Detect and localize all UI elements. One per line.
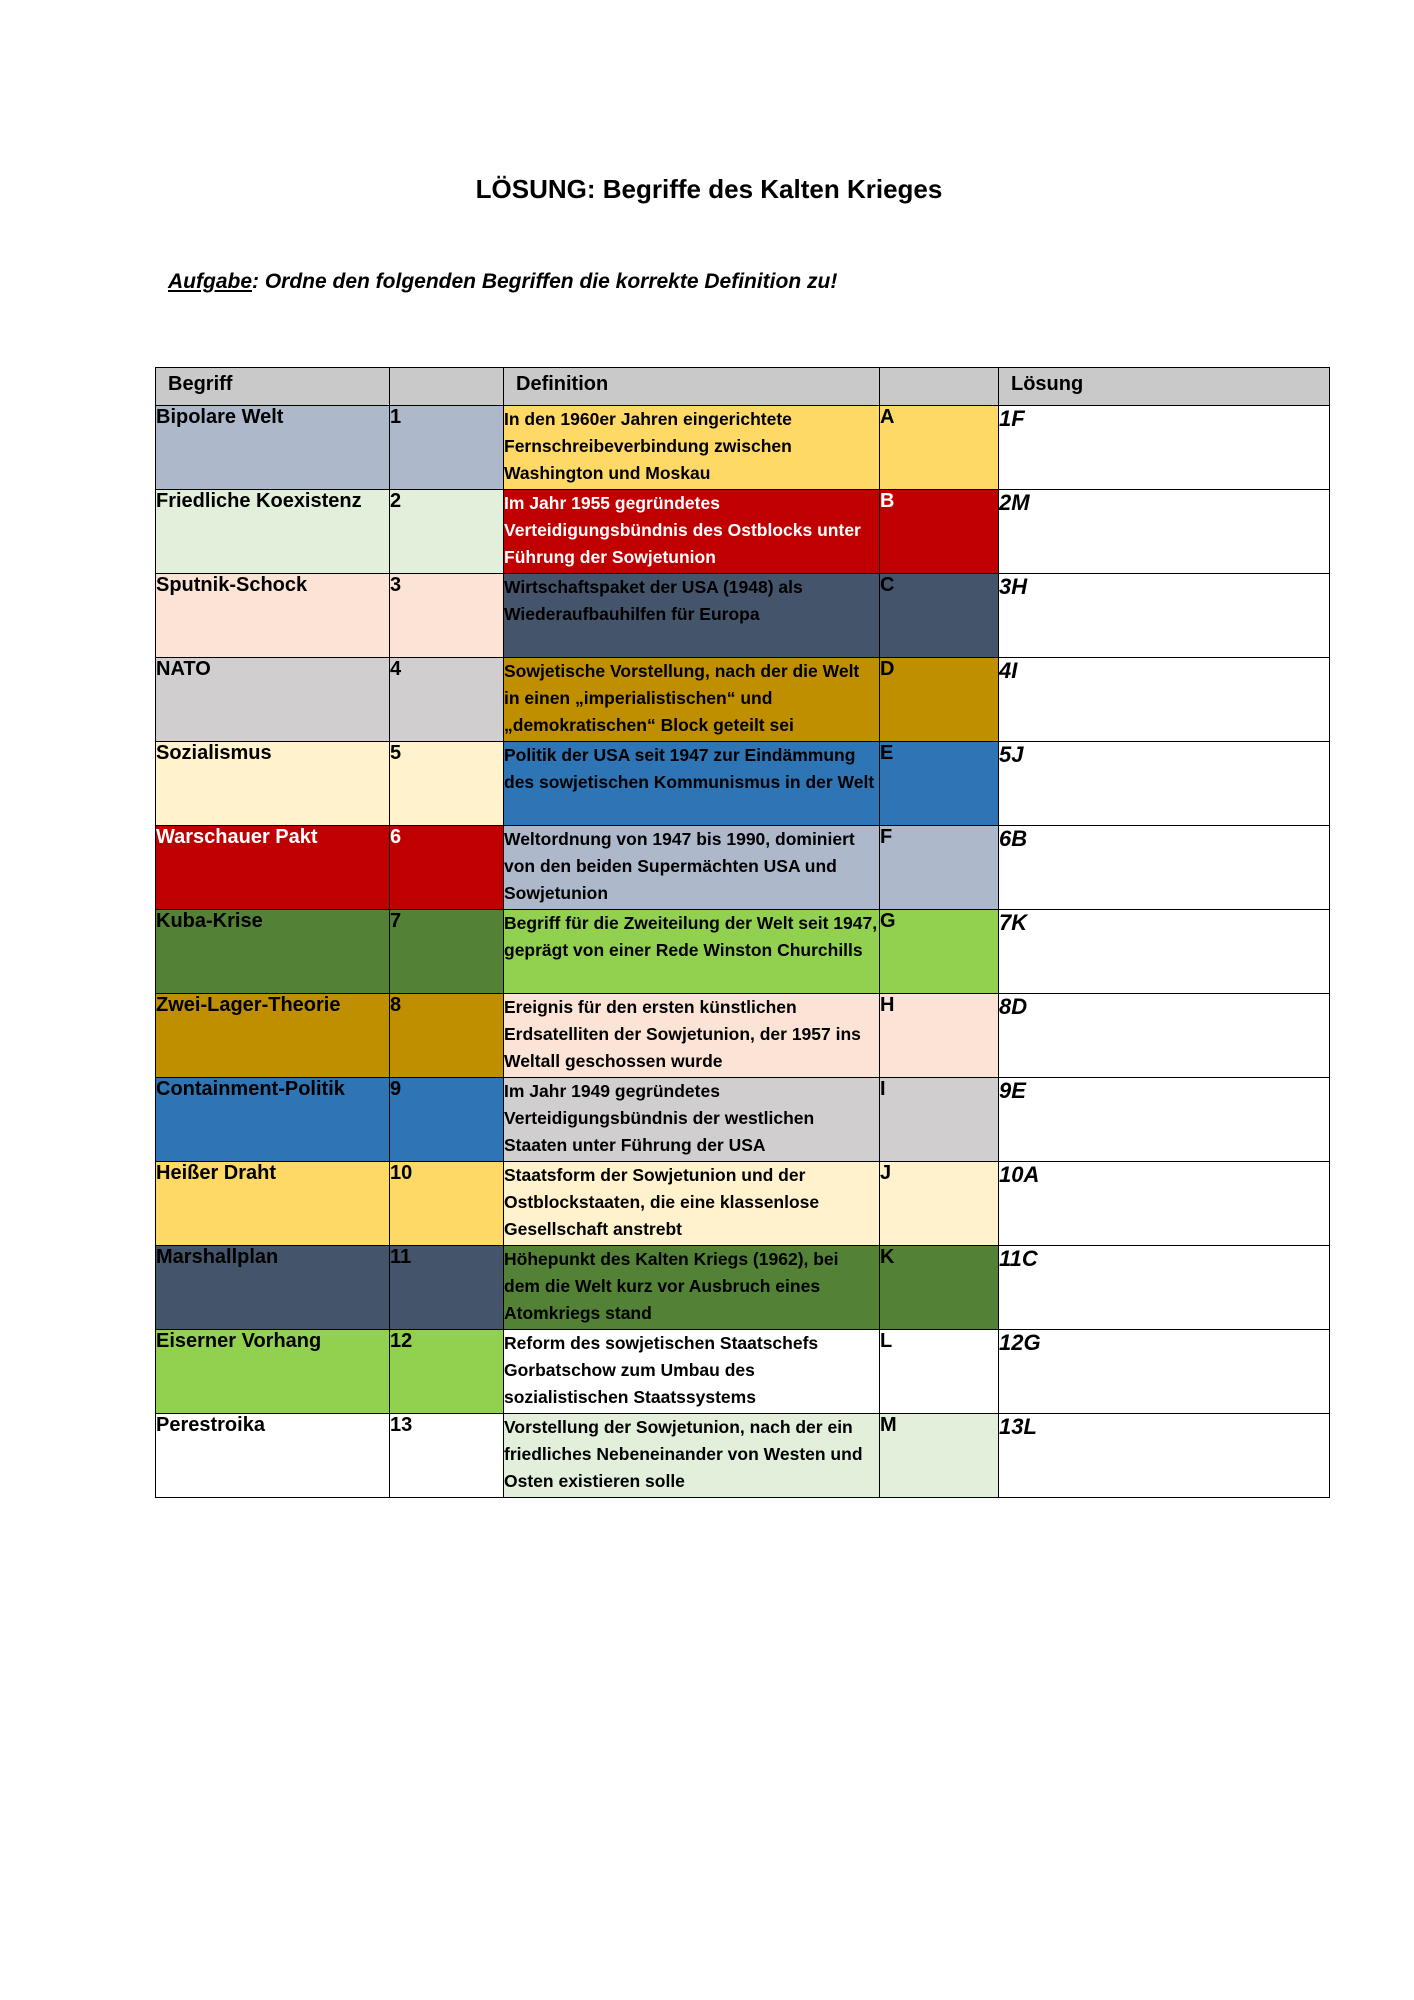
header-number xyxy=(390,368,504,406)
term-cell: Bipolare Welt xyxy=(156,406,390,490)
solution-cell: 4I xyxy=(999,658,1330,742)
table-row xyxy=(156,658,1330,742)
number-cell: 8 xyxy=(390,994,504,1078)
solution-cell: 7K xyxy=(999,910,1330,994)
number-cell: 7 xyxy=(390,910,504,994)
number-cell: 5 xyxy=(390,742,504,826)
header-letter xyxy=(880,368,999,406)
letter-cell: D xyxy=(880,658,999,742)
term-cell: Eiserner Vorhang xyxy=(156,1330,390,1414)
letter-cell: K xyxy=(880,1246,999,1330)
number-cell: 13 xyxy=(390,1414,504,1498)
number-cell: 10 xyxy=(390,1162,504,1246)
letter-cell: L xyxy=(880,1330,999,1414)
solution-cell: 11C xyxy=(999,1246,1330,1330)
table-row xyxy=(156,994,1330,1078)
number-cell: 2 xyxy=(390,490,504,574)
task-label: Aufgabe xyxy=(168,270,252,293)
definition-cell: Begriff für die Zweiteilung der Welt seit 1947, geprägt von einer Rede Winston Churchills xyxy=(504,910,880,994)
definition-cell: Im Jahr 1955 gegründetes Verteidigungsbündnis des Ostblocks unter Führung der Sowjetunion xyxy=(504,490,880,574)
number-cell: 4 xyxy=(390,658,504,742)
definition-cell: Vorstellung der Sowjetunion, nach der ein friedliches Nebeneinander von Westen und Osten existieren solle xyxy=(504,1414,880,1498)
letter-cell: A xyxy=(880,406,999,490)
header-definition: Definition xyxy=(504,368,880,406)
table-row xyxy=(156,1246,1330,1330)
letter-cell: J xyxy=(880,1162,999,1246)
definition-cell: Politik der USA seit 1947 zur Eindämmung des sowjetischen Kommunismus in der Welt xyxy=(504,742,880,826)
definition-cell: In den 1960er Jahren eingerichtete Fernschreibeverbindung zwischen Washington und Moskau xyxy=(504,406,880,490)
letter-cell: H xyxy=(880,994,999,1078)
letter-cell: B xyxy=(880,490,999,574)
term-cell: Perestroika xyxy=(156,1414,390,1498)
term-cell: Heißer Draht xyxy=(156,1162,390,1246)
letter-cell: G xyxy=(880,910,999,994)
letter-cell: E xyxy=(880,742,999,826)
number-cell: 6 xyxy=(390,826,504,910)
number-cell: 9 xyxy=(390,1078,504,1162)
number-cell: 1 xyxy=(390,406,504,490)
definition-cell: Im Jahr 1949 gegründetes Verteidigungsbündnis der westlichen Staaten unter Führung der USA xyxy=(504,1078,880,1162)
term-cell: Kuba-Krise xyxy=(156,910,390,994)
table-row xyxy=(156,1162,1330,1246)
definition-cell: Ereignis für den ersten künstlichen Erdsatelliten der Sowjetunion, der 1957 ins Weltall geschossen wurde xyxy=(504,994,880,1078)
header-loesung: Lösung xyxy=(999,368,1330,406)
letter-cell: M xyxy=(880,1414,999,1498)
solution-cell: 6B xyxy=(999,826,1330,910)
terms-table xyxy=(155,367,1330,1498)
task-instruction xyxy=(168,270,837,294)
number-cell: 12 xyxy=(390,1330,504,1414)
definition-cell: Sowjetische Vorstellung, nach der die Welt in einen „imperialistischen“ und „demokratischen“ Block geteilt sei xyxy=(504,658,880,742)
number-cell: 3 xyxy=(390,574,504,658)
table-row xyxy=(156,742,1330,826)
letter-cell: I xyxy=(880,1078,999,1162)
solution-cell: 1F xyxy=(999,406,1330,490)
letter-cell: F xyxy=(880,826,999,910)
table-row xyxy=(156,1414,1330,1498)
solution-cell: 2M xyxy=(999,490,1330,574)
definition-cell: Höhepunkt des Kalten Kriegs (1962), bei dem die Welt kurz vor Ausbruch eines Atomkriegs stand xyxy=(504,1246,880,1330)
definition-cell: Weltordnung von 1947 bis 1990, dominiert von den beiden Supermächten USA und Sowjetunion xyxy=(504,826,880,910)
term-cell: Sputnik-Schock xyxy=(156,574,390,658)
definition-cell: Reform des sowjetischen Staatschefs Gorbatschow zum Umbau des sozialistischen Staatssystems xyxy=(504,1330,880,1414)
solution-cell: 8D xyxy=(999,994,1330,1078)
term-cell: Containment-Politik xyxy=(156,1078,390,1162)
number-cell: 11 xyxy=(390,1246,504,1330)
term-cell: Warschauer Pakt xyxy=(156,826,390,910)
table-row xyxy=(156,574,1330,658)
table-row xyxy=(156,406,1330,490)
table-row xyxy=(156,910,1330,994)
table-row xyxy=(156,826,1330,910)
solution-cell: 12G xyxy=(999,1330,1330,1414)
term-cell: Marshallplan xyxy=(156,1246,390,1330)
term-cell: Zwei-Lager-Theorie xyxy=(156,994,390,1078)
solution-cell: 10A xyxy=(999,1162,1330,1246)
letter-cell: C xyxy=(880,574,999,658)
definition-cell: Wirtschaftspaket der USA (1948) als Wiederaufbauhilfen für Europa xyxy=(504,574,880,658)
header-begriff: Begriff xyxy=(156,368,390,406)
term-cell: Sozialismus xyxy=(156,742,390,826)
task-text: : Ordne den folgenden Begriffen die korrekte Definition zu! xyxy=(252,270,838,293)
table-row xyxy=(156,490,1330,574)
table-row xyxy=(156,1330,1330,1414)
definition-cell: Staatsform der Sowjetunion und der Ostblockstaaten, die eine klassenlose Gesellschaft anstrebt xyxy=(504,1162,880,1246)
term-cell: NATO xyxy=(156,658,390,742)
solution-cell: 13L xyxy=(999,1414,1330,1498)
table-header-row xyxy=(156,368,1330,406)
table-row xyxy=(156,1078,1330,1162)
page-title: LÖSUNG: Begriffe des Kalten Krieges xyxy=(475,174,943,204)
solution-cell: 5J xyxy=(999,742,1330,826)
term-cell: Friedliche Koexistenz xyxy=(156,490,390,574)
solution-cell: 9E xyxy=(999,1078,1330,1162)
solution-cell: 3H xyxy=(999,574,1330,658)
